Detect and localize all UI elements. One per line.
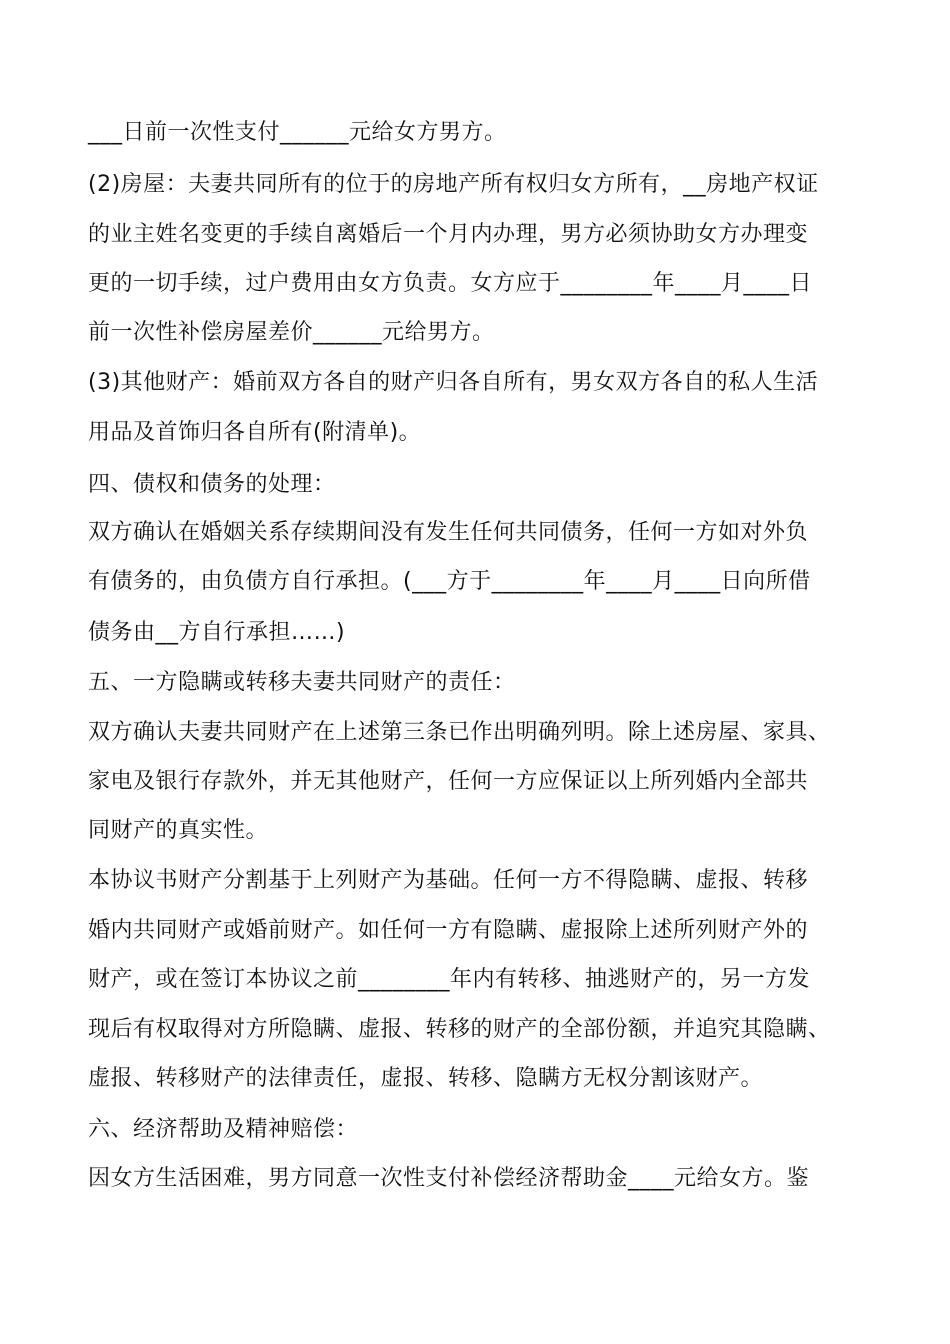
text-line: 虚报、转移财产的法律责任，虚报、转移、隐瞒方无权分割该财产。	[88, 1066, 764, 1091]
text-line: 双方确认夫妻共同财产在上述第三条已作出明确列明。除上述房屋、家具、	[88, 720, 831, 745]
text-line: 婚内共同财产或婚前财产。如任何一方有隐瞒、虚报除上述所列财产外的	[88, 918, 809, 943]
section-heading: 六、经济帮助及精神赔偿：	[88, 1117, 359, 1142]
text-line: 同财产的真实性。	[88, 818, 269, 843]
text-line: 因女方生活困难，男方同意一次性支付补偿经济帮助金____元给女方。鉴	[88, 1166, 810, 1191]
text-line: 现后有权取得对方所隐瞒、虚报、转移的财产的全部份额，并追究其隐瞒、	[88, 1017, 831, 1042]
text-line: 债务由__方自行承担……)	[88, 620, 346, 645]
text-line: 财产，或在签订本协议之前________年内有转移、抽逃财产的，另一方发	[88, 967, 811, 992]
text-line: 的业主姓名变更的手续自离婚后一个月内办理，男方必须协助女方办理变	[88, 222, 809, 247]
text-line: 双方确认在婚姻关系存续期间没有发生任何共同债务，任何一方如对外负	[88, 520, 809, 545]
section-heading: 五、一方隐瞒或转移夫妻共同财产的责任：	[88, 670, 516, 695]
text-line: 前一次性补偿房屋差价______元给男方。	[88, 320, 495, 345]
text-line: 本协议书财产分割基于上列财产为基础。任何一方不得隐瞒、虚报、转移	[88, 868, 809, 893]
text-line: (2)房屋：夫妻共同所有的位于的房地产所有权归女方所有，__房地产权证	[88, 172, 819, 197]
text-line: 有债务的，由负债方自行承担。(___方于________年____月____日向所借	[88, 569, 811, 594]
section-heading: 四、债权和债务的处理：	[88, 472, 336, 497]
text-line: 用品及首饰归各自所有(附清单)。	[88, 420, 422, 445]
text-line: 更的一切手续，过户费用由女方负责。女方应于________年____月____日	[88, 271, 813, 296]
text-line: 家电及银行存款外，并无其他财产，任何一方应保证以上所列婚内全部共	[88, 769, 809, 794]
text-line: ___日前一次性支付______元给女方男方。	[88, 120, 507, 145]
text-line: (3)其他财产：婚前双方各自的财产归各自所有，男女双方各自的私人生活	[88, 370, 819, 395]
